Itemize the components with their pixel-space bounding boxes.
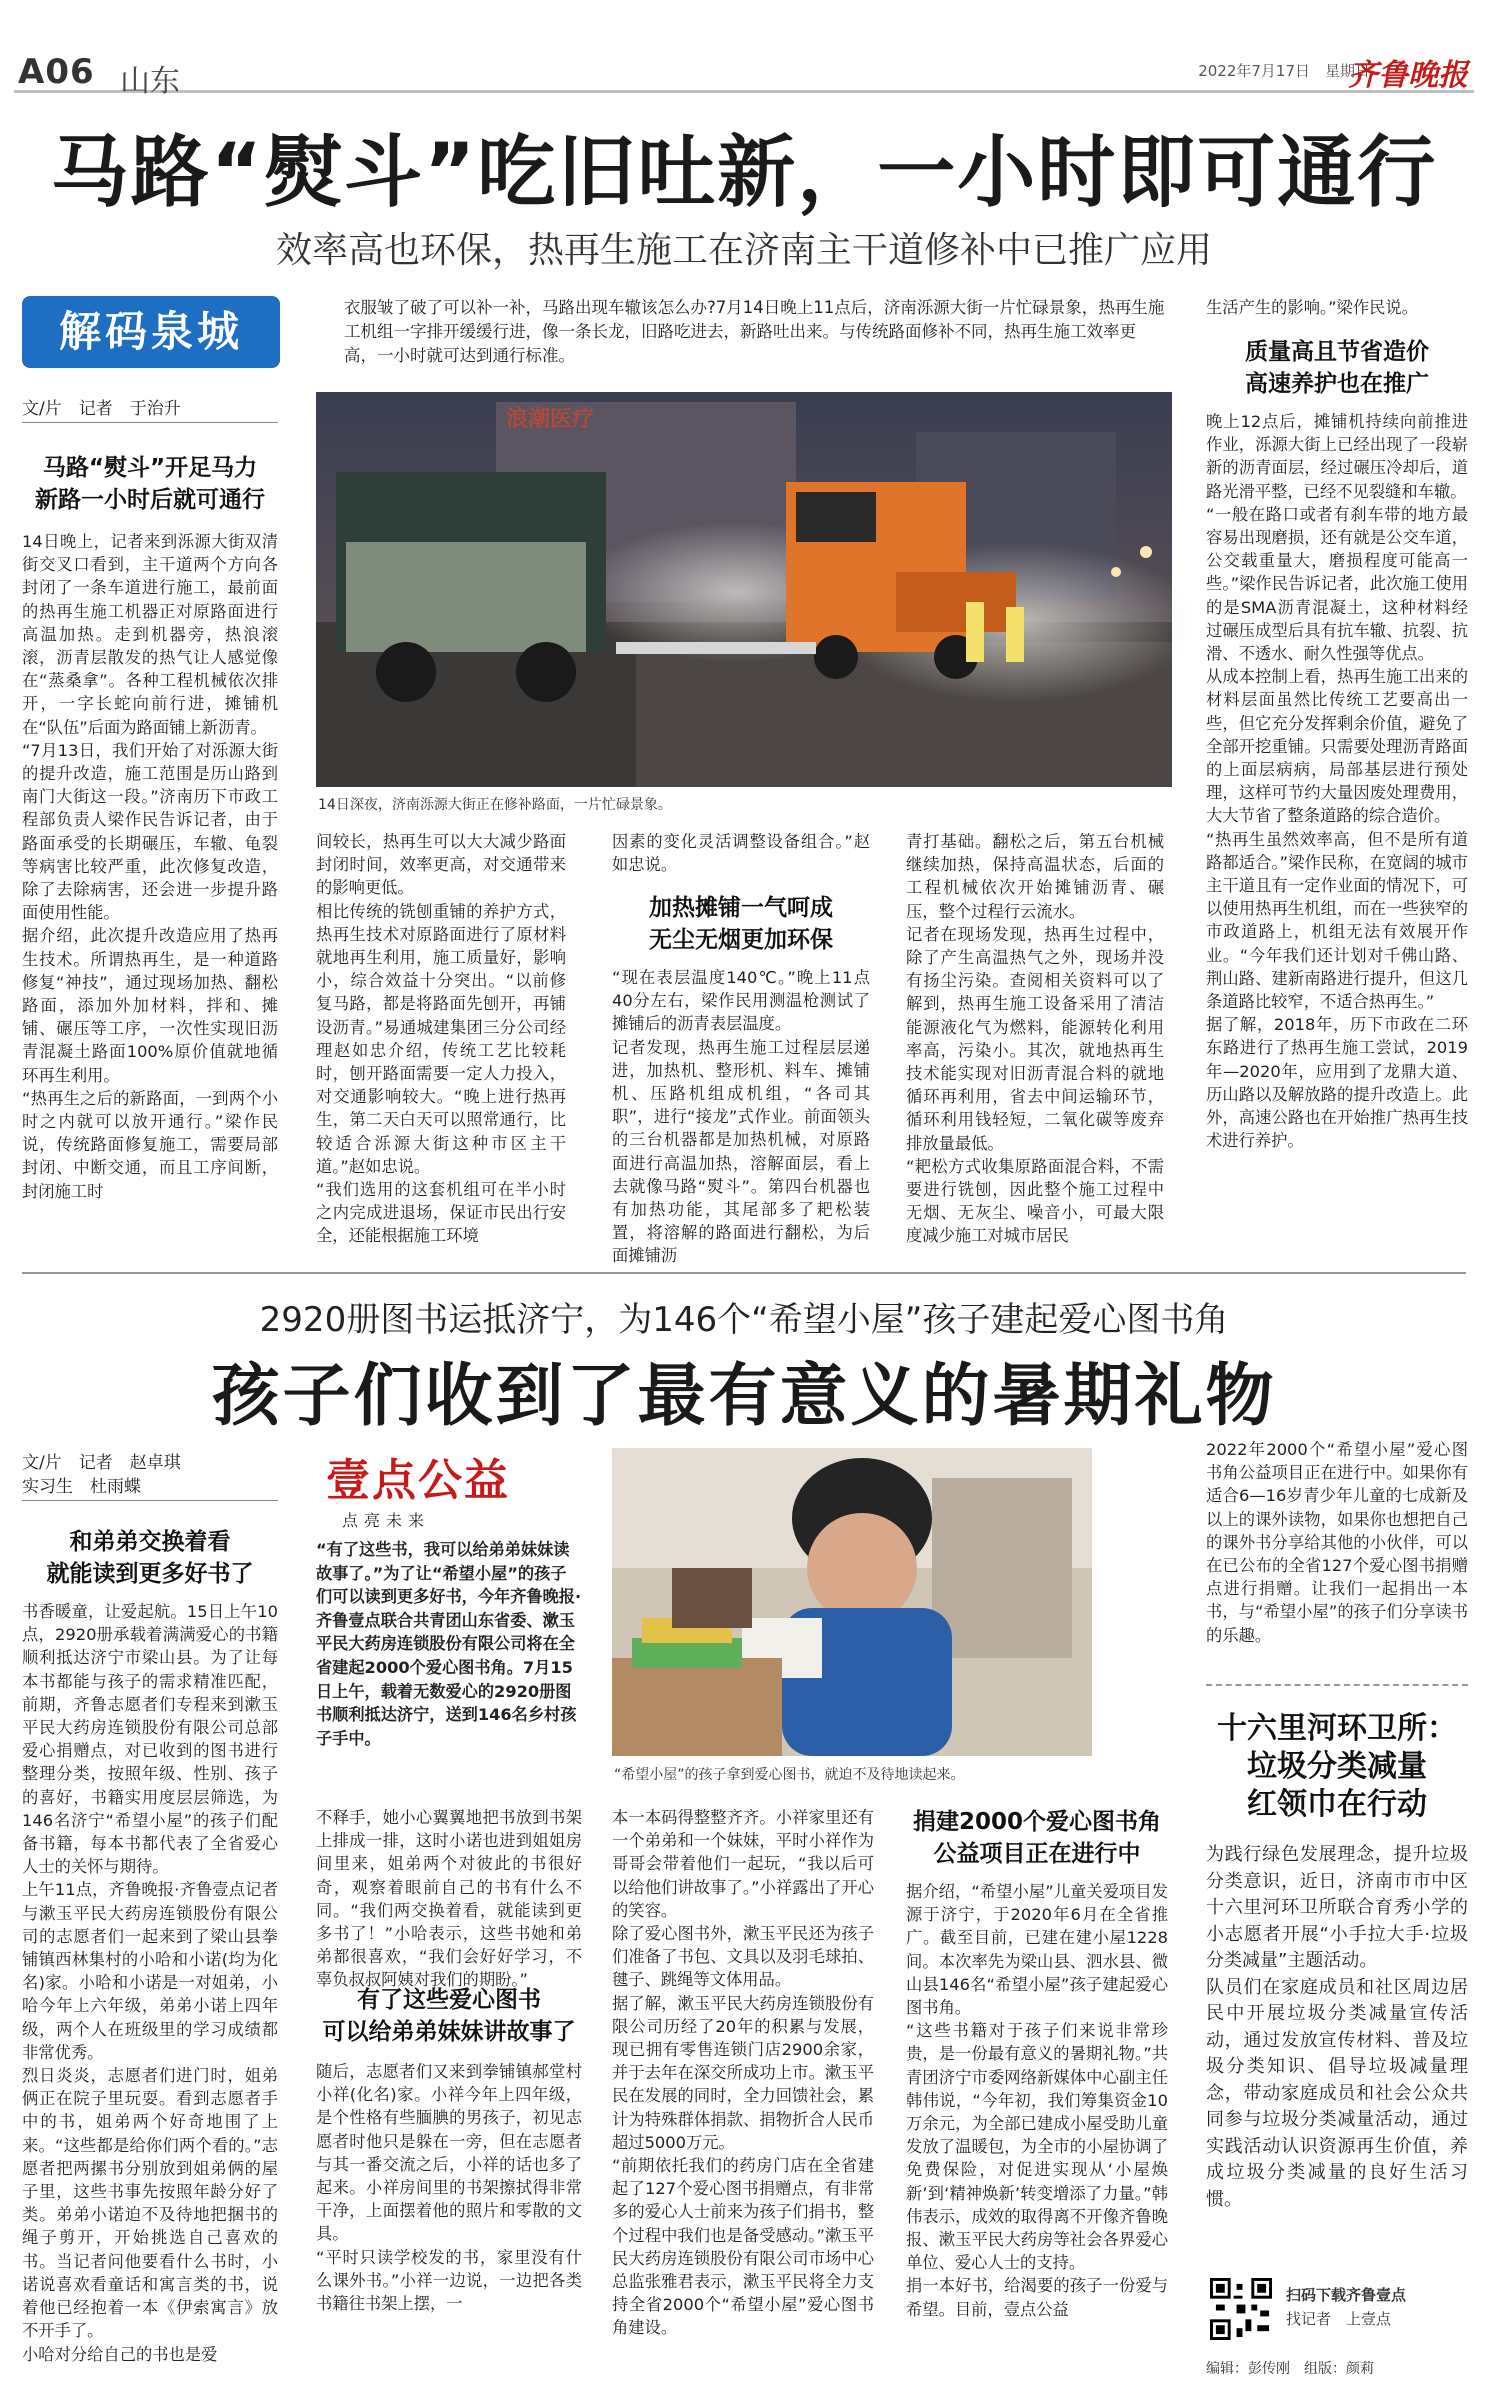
story3-body: 为践行绿色发展理念，提升垃圾分类意识，近日，济南市市中区十六里河环卫所联合育秀小学的小志愿者开展“小手拉大手·垃圾分类减量”主题活动。 队员们在家庭成员和社区周边居民中开展垃圾分类减量宣传活动，通过发放宣传材料、普及垃圾分类知识、倡导垃圾减量理念，带动家庭成员和社会公众共同参与垃圾分类减量活动，通过实践活动认识资源再生价值，养成垃圾分类减量的良好生活习惯。	[1206, 1844, 1468, 2210]
editor-credits: 编辑：彭传刚 组版：颜莉	[1206, 2361, 1374, 2377]
qr-caption: 扫码下载齐鲁壹点	[1286, 2286, 1407, 2304]
yidian-gongyi-logo	[326, 1444, 576, 1531]
story3-divider	[1206, 1684, 1468, 1686]
section-name: 山东	[120, 64, 180, 99]
story2-photo-caption: “希望小屋”的孩子拿到爱心图书，就迫不及待地读起来。	[614, 1767, 965, 1783]
yidian-logo-text: 壹点公益	[326, 1455, 510, 1506]
story1-subhead-2: 加热摊铺一气呵成 无尘无烟更加环保	[649, 895, 833, 953]
byline-rule-2	[22, 1500, 278, 1501]
column-logo-jiema-quancheng: 解码泉城	[22, 296, 280, 368]
story2-lead: “有了这些书，我可以给弟弟妹妹读故事了。”为了让“希望小屋”的孩子们可以读到更多好书，今年齐鲁晚报·齐鲁壹点联合共青团山东省委、漱玉平民大药房连锁股份有限公司将在全省建起2000个爱心图书角。7月15日上午，载着无数爱心的2920册图书顺利抵达济宁，送到146名乡村孩子手中。	[316, 1540, 582, 1748]
road-repair-illustration	[316, 392, 1172, 787]
story3-headline: 十六里河环卫所： 垃圾分类减量 红领巾在行动	[1217, 1711, 1457, 1822]
qr-caption-2: 找记者 上壹点	[1286, 2310, 1392, 2328]
story2-column-4: 据介绍，“希望小屋”儿童关爱项目发源于济宁，于2020年6月在全省推广。截至目前，已建在建小屋1228间。本次率先为梁山县、泗水县、微山县146名“希望小屋”孩子建起爱心图书角。 “这些书籍对于孩子们来说非常珍贵，是一份最有意义的暑期礼物。”共青团济宁市委网络新媒体中心副主任韩伟说，“今年初，我们筹集资金10万余元，为全部已建成小屋受助儿童发放了温暖包，为全市的小屋协调了免费保险，对促进实现从‘小屋焕新’到‘精神焕新’转变增添了力量。”韩伟表示，成效的取得离不开像齐鲁晚报、漱玉平民大药房等社会各界爱心单位、爱心人士的支持。 捐一本好书，给渴要的孩子一份爱与希望。目前，壹点公益	[906, 1882, 1168, 2319]
story1-headline: 马路“熨斗”吃旧吐新，一小时即可通行	[50, 128, 1438, 218]
story-divider	[22, 1272, 1466, 1274]
newspaper-logo: 齐鲁晚报	[1348, 58, 1468, 93]
road-repair-photo	[316, 392, 1172, 787]
story1-column-5a: 生活产生的影响。”梁作民说。	[1206, 298, 1418, 317]
child-reading-photo	[612, 1448, 1092, 1756]
story2-byline: 文/片 记者 赵卓琪	[22, 1453, 181, 1473]
qr-code	[1210, 2278, 1272, 2340]
story1-subhead-3: 质量高且节省造价 高速养护也在推广	[1245, 339, 1429, 397]
story2-subhead-2: 有了这些爱心图书 可以给弟弟妹妹讲故事了	[322, 1987, 576, 2045]
photo-shop-sign: 浪潮医疗	[506, 407, 595, 432]
story1-column-3b: “现在表层温度140℃。”晚上11点40分左右，梁作民用测温枪测试了摊铺后的沥青表层温度。 记者发现，热再生施工过程层层递进，加热机、整形机、料车、摊铺机、压路机组成机组，“各司其职”，进行“接龙”式作业。前面领头的三台机器都是加热机械，对原路面进行高温加热，溶解面层，看上去就像马路“熨斗”。第四台机器也有加热功能，其尾部多了耙松装置，将溶解的路面进行翻松，为后面摊铺沥	[612, 968, 870, 1266]
byline-rule	[22, 422, 278, 423]
story1-column-3a: 因素的变化灵活调整设备组合。”赵如忠说。	[612, 832, 870, 875]
story2-headline: 孩子们收到了最有意义的暑期礼物	[211, 1356, 1277, 1436]
story1-photo-caption: 14日深夜，济南泺源大街正在修补路面，一片忙碌景象。	[318, 797, 672, 813]
story2-subheadline: 2920册图书运抵济宁，为146个“希望小屋”孩子建起爱心图书角	[259, 1300, 1229, 1340]
story2-column-1: 书香暖童，让爱起航。15日上午10点，2920册承载着满满爱心的书籍顺利抵达济宁市梁山县。为了让每本书都能与孩子的需求精准匹配，前期，齐鲁志愿者们专程来到漱玉平民大药房连锁股份有限公司总部爱心捐赠点，对已收到的图书进行整理分类，按照年级、性别、孩子的喜好，书籍实用度层层筛选，为146名济宁“希望小屋”的孩子们配备书籍，每本书都代表了全省爱心人士的关怀与期待。 上午11点，齐鲁晚报·齐鲁壹点记者与漱玉平民大药房连锁股份有限公司的志愿者们一起来到了梁山县拳铺镇西林集村的小哈和小诺(均为化名)家。小哈和小诺是一对姐弟，小哈今年上六年级，弟弟小诺上四年级，两个人在班级里的学习成绩都非常优秀。 烈日炎炎，志愿者们进门时，姐弟俩正在院子里玩耍。看到志愿者手中的书，姐弟两个好奇地围了上来。“这些都是给你们两个看的。”志愿者把两摞书分别放到姐弟俩的屋子里，这些书事先按照年龄分好了类。弟弟小诺迫不及待地把捆书的绳子剪开，开始挑选自己喜欢的书。当记者问他要看什么书时，小诺说喜欢看童话和寓言类的书，说着他已经抱着一本《伊索寓言》放不开手了。 小哈对分给自己的书也是爱	[22, 1602, 278, 2364]
story2-byline-intern: 实习生 杜雨蝶	[22, 1477, 141, 1497]
story2-column-2b: 随后，志愿者们又来到拳铺镇郝堂村小祥(化名)家。小祥今年上四年级，是个性格有些腼腆的男孩子，初见志愿者时他只是躲在一旁，但在志愿者与其一番交流之后，小祥的话也多了起来。小祥房间里的书架擦拭得非常干净，上面摆着他的照片和零散的文具。 “平时只读学校发的书，家里没有什么课外书。”小祥一边说，一边把各类书籍往书架上摆，一	[316, 2062, 582, 2314]
story1-subhead-1: 马路“熨斗”开足马力 新路一小时后就可通行	[35, 455, 265, 513]
story1-byline: 文/片 记者 于治升	[22, 399, 181, 419]
story1-column-4: 青打基础。翻松之后，第五台机械继续加热，保持高温状态，后面的工程机械依次开始摊铺沥青、碾压，整个过程行云流水。 记者在现场发现，热再生过程中，除了产生高温热气之外，现场并没有扬尘污染。查阅相关资料可以了解到，热再生施工设备采用了清洁能源液化气为燃料，能源转化利用率高，污染小。其次，就地热再生技术能实现对旧沥青混合料的就地循环再利用，省去中间运输环节，循环利用钱轻短，二氧化碳等废弃排放量最低。 “耙松方式收集原路面混合料，不需要进行铣刨，因此整个施工过程中无烟、无灰尘、噪音小，可最大限度减少施工对城市居民	[906, 832, 1164, 1246]
story2-subhead-1: 和弟弟交换着看 就能读到更多好书了	[46, 1529, 254, 1587]
story1-subheadline: 效率高也环保，热再生施工在济南主干道修补中已推广应用	[275, 230, 1212, 271]
story1-column-2: 间较长，热再生可以大大减少路面封闭时间，效率更高，对交通带来的影响更低。 相比传统的铣刨重铺的养护方式，热再生技术对原路面进行了原材料就地再生利用，施工质量好，影响小，综合效益十分突出。“以前修复马路，都是将路面先刨开，再铺设沥青。”易通城建集团三分公司经理赵如忠介绍，传统工艺比较耗时，刨开路面需要一定人力投入，对交通影响较大。“晚上进行热再生，第二天白天可以照常通行，比较适合泺源大街这种市区主干道。”赵如忠说。 “我们选用的这套机组可在半小时之内完成进退场，保证市民出行安全，还能根据施工环境	[316, 832, 566, 1246]
issue-date: 2022年7月17日 星期日	[1198, 62, 1370, 80]
story2-column-5: 2022年2000个“希望小屋”爱心图书角公益项目正在进行中。如果你有适合6—16岁青少年儿童的七成新及以上的课外读物，如果你也想把自己的课外书分享给其他的小伙伴，可以在已公布的全省127个爱心图书捐赠点进行捐赠。让我们一起捐出一本书，与“希望小屋”的孩子们分享读书的乐趣。	[1206, 1440, 1468, 1645]
story2-subhead-3: 捐建2000个爱心图书角 公益项目正在进行中	[912, 1809, 1161, 1867]
story1-column-1: 14日晚上，记者来到泺源大街双清街交叉口看到，主干道两个方向各封闭了一条车道进行施工，最前面的热再生施工机器正对原路面进行高温加热。走到机器旁，热浪滚滚，沥青层散发的热气让人感觉像在“蒸桑拿”。各种工程机械依次排开，一字长蛇向前行进，摊铺机在“队伍”后面为路面铺上新沥青。 “7月13日，我们开始了对泺源大街的提升改造，施工范围是历山路到南门大街这一段。”济南历下市政工程部负责人梁作民告诉记者，由于路面承受的长期碾压，车辙、龟裂等病害比较严重，此次修复改造，除了去除病害，还会进一步提升路面使用性能。 据介绍，此次提升改造应用了热再生技术。所谓热再生，是一种道路修复“神技”，通过现场加热、翻松路面，添加外加材料，拌和、摊铺、碾压等工序，一次性实现旧沥青混凝土路面100%原价值就地循环再生利用。 “热再生之后的新路面，一到两个小时之内就可以放开通行。”梁作民说，传统路面修复施工，需要局部封闭、中断交通，而且工序间断，封闭施工时	[22, 532, 278, 1201]
yidian-logo-slogan: 点亮未来	[342, 1511, 431, 1530]
story2-column-2: 不释手，她小心翼翼地把书放到书架上排成一排，这时小诺也进到姐姐房间里来，姐弟两个对彼此的书很好奇，观察着眼前自己的书有什么不同。“我们两交换着看，就能读到更多书了！”小哈表示，这些书她和弟弟都很喜欢，“我们会好好学习，不辜负叔叔阿姨对我们的期盼。”	[316, 1808, 582, 1990]
story2-column-3: 本一本码得整整齐齐。小祥家里还有一个弟弟和一个妹妹，平时小祥作为哥哥会带着他们一起玩，“我以后可以给他们讲故事了。”小祥露出了开心的笑容。 除了爱心图书外，漱玉平民还为孩子们准备了书包、文具以及羽毛球拍、毽子、跳绳等文体用品。 据了解，漱玉平民大药房连锁股份有限公司历经了20年的积累与发展，现已拥有零售连锁门店2900余家，并于去年在深交所成功上市。漱玉平民在发展的同时，全力回馈社会，累计为特殊群体捐款、捐物折合人民币超过5000万元。 “前期依托我们的药房门店在全省建起了127个爱心图书捐赠点，有非常多的爱心人士前来为孩子们捐书，整个过程中我们也是备受感动。”漱玉平民大药房连锁股份有限公司市场中心总监张雅君表示，漱玉平民将全力支持全省2000个“希望小屋”爱心图书角建设。	[612, 1808, 874, 2338]
page-number: A06	[18, 52, 95, 92]
story1-lead: 衣服皱了破了可以补一补，马路出现车辙该怎么办?7月14日晚上11点后，济南泺源大街一片忙碌景象，热再生施工机组一字排开缓缓行进，像一条长龙，旧路吃进去，新路吐出来。与传统路面修补不同，热再生施工效率更高，一小时就可达到通行标准。	[344, 298, 1165, 365]
story1-column-5b: 晚上12点后，摊铺机持续向前推进作业，泺源大街上已经出现了一段崭新的沥青面层，经过碾压冷却后，道路光滑平整，已经不见裂缝和车辙。 “一般在路口或者有刹车带的地方最容易出现磨损，还有就是公交车道，公交载重量大，磨损程度可能高一些。”梁作民告诉记者，此次施工使用的是SMA沥青混凝土，这种材料经过碾压成型后具有抗车辙、抗裂、抗滑、不透水、耐久性强等优点。 从成本控制上看，热再生施工出来的材料层面虽然比传统工艺要高出一些，但它充分发挥剩余价值，避免了全部开挖重铺。只需要处理沥青路面的上面层病病，局部基层进行预处理，这样可节约大量因废处理费用，大大节省了整条道路的综合造价。 “热再生虽然效率高，但不是所有道路都适合。”梁作民称，在宽阔的城市主干道且有一定作业面的情况下，可以使用热再生机组，而在一些狭窄的市政道路上，机组无法有效展开作业。“今年我们还计划对千佛山路、荆山路、建新南路进行提升，但这几条道路比较窄，不适合热再生。” 据了解，2018年，历下市政在二环东路进行了热再生施工尝试，2019年—2020年，应用到了龙鼎大道、历山路以及解放路的提升改造上。此外，高速公路也在开始推广热再生技术进行养护。	[1206, 412, 1468, 1151]
child-reading-illustration	[612, 1448, 1092, 1756]
